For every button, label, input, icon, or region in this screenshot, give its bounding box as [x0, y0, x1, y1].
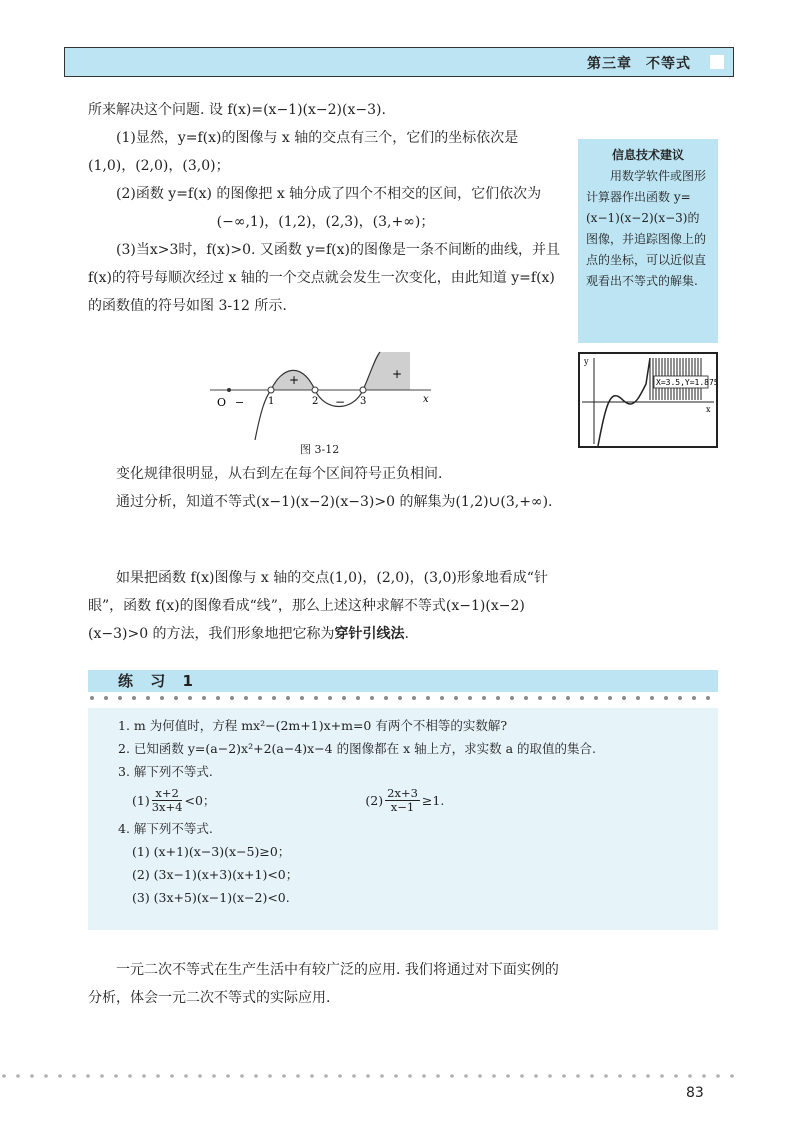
dot: [492, 1074, 496, 1078]
dot: [674, 1074, 678, 1078]
dot: [394, 1074, 398, 1078]
dot: [450, 1074, 454, 1078]
dot: [366, 1074, 370, 1078]
dot: [566, 696, 570, 700]
question-3: 3. 解下列不等式.: [118, 764, 213, 779]
dot: [268, 1074, 272, 1078]
page-number: 83: [686, 1085, 704, 1101]
method-text: 如果把函数 f(x)图像与 x 轴的交点(1,0)，(2,0)，(3,0)形象地看成“针眼”，函数 f(x)的图像看成“线”，那么上述这种求解不等式(x−1)(x−2)(x−3)>0 的方法，我们形象地把它称为: [88, 570, 548, 642]
chapter-name: 不等式: [646, 56, 691, 72]
solution-line: 通过分析，知道不等式(x−1)(x−2)(x−3)>0 的解集为(1,2)∪(3,+∞).: [116, 494, 553, 510]
dot: [128, 1074, 132, 1078]
dot: [174, 696, 178, 700]
dot: [2, 1074, 6, 1078]
dot: [188, 696, 192, 700]
question-2: 2. 已知函数 y=(a−2)x²+2(a−4)x−4 的图像都在 x 轴上方，求实数 a 的取值的集合.: [118, 741, 596, 756]
sign-chart: [205, 350, 435, 440]
q3a-label: (1): [132, 792, 150, 808]
dot: [646, 1074, 650, 1078]
positive-region-2: [363, 352, 410, 390]
q3b-label: (2): [365, 792, 384, 808]
dot: [422, 1074, 426, 1078]
dot: [496, 696, 500, 700]
dot: [212, 1074, 216, 1078]
dot: [356, 696, 360, 700]
origin-point: [227, 388, 231, 392]
dot: [118, 696, 122, 700]
label-1: 1: [268, 396, 275, 407]
root-1: [268, 387, 274, 393]
dot: [426, 696, 430, 700]
dot: [580, 696, 584, 700]
dot: [692, 696, 696, 700]
root-2: [312, 387, 318, 393]
label-3: 3: [360, 396, 367, 407]
intervals: (−∞,1)，(1,2)，(2,3)，(3,+∞)；: [216, 214, 435, 230]
x-label: x: [423, 394, 429, 405]
dot: [464, 1074, 468, 1078]
dot: [632, 1074, 636, 1078]
dot: [342, 696, 346, 700]
calc-y-label: y: [584, 357, 589, 366]
exercise-header: [88, 670, 718, 692]
dot: [664, 696, 668, 700]
exercise-title: 练 习 1: [118, 672, 199, 690]
dot: [622, 696, 626, 700]
label-2: 2: [312, 396, 319, 407]
dot: [202, 696, 206, 700]
dot: [730, 1074, 734, 1078]
dot: [398, 696, 402, 700]
dot: [86, 1074, 90, 1078]
dot: [468, 696, 472, 700]
dot: [104, 696, 108, 700]
item-3: (3)当x>3时，f(x)>0. 又函数 y=f(x)的图像是一条不间断的曲线，并且 f(x)的符号每顺次经过 x 轴的一个交点就会发生一次变化，由此知道 y=f(x)的函数值的符号如图 3-12 所示.: [88, 242, 560, 314]
dot: [702, 1074, 706, 1078]
question-1: 1. m 为何值时，方程 mx²−(2m+1)x+m=0 有两个不相等的实数解?: [118, 718, 508, 733]
plus-1: +: [289, 373, 300, 387]
pattern-line: 变化规律很明显，从右到左在每个区间符号正负相间.: [116, 466, 443, 482]
dot: [300, 696, 304, 700]
q3b-relation: ≥1.: [421, 792, 445, 808]
dot: [604, 1074, 608, 1078]
main-text-method: [88, 564, 563, 648]
dot: [352, 1074, 356, 1078]
chapter-header: [64, 47, 734, 77]
dot: [384, 696, 388, 700]
dot: [576, 1074, 580, 1078]
q3b-denominator: x−1: [390, 799, 415, 814]
q3a-fraction: [152, 787, 183, 814]
dot: [510, 696, 514, 700]
dot: [328, 696, 332, 700]
tech-suggestion-title: 信息技术建议: [611, 148, 684, 162]
dot: [538, 696, 542, 700]
dot: [90, 696, 94, 700]
dot: [636, 696, 640, 700]
dot: [552, 696, 556, 700]
question-4: 4. 解下列不等式.: [118, 821, 213, 836]
question-4c: (3) (3x+5)(x−1)(x−2)<0.: [132, 890, 290, 905]
dot: [100, 1074, 104, 1078]
dot: [324, 1074, 328, 1078]
footer-dots: [0, 1072, 740, 1080]
dot: [688, 1074, 692, 1078]
dot: [408, 1074, 412, 1078]
dot: [16, 1074, 20, 1078]
dot: [478, 1074, 482, 1078]
tech-suggestion-body: 用数学软件或图形计算器作出函数 y=(x−1)(x−2)(x−3)的图像，并追踪图像上的点的坐标，可以近似直观看出不等式的解集.: [586, 169, 707, 288]
dot: [590, 1074, 594, 1078]
dot: [286, 696, 290, 700]
origin-label: O: [217, 396, 227, 409]
dot: [440, 696, 444, 700]
exercise-dots: [88, 694, 718, 702]
dot: [678, 696, 682, 700]
header-square: [710, 55, 724, 69]
figure-3-12: [205, 350, 435, 440]
q3a-numerator: x+2: [152, 787, 183, 801]
closing-text: [88, 956, 563, 1012]
dot: [184, 1074, 188, 1078]
dot: [254, 1074, 258, 1078]
dot: [370, 696, 374, 700]
closing-paragraph: 一元二次不等式在生产生活中有较广泛的应用. 我们将通过对下面实例的分析，体会一元二次不等式的实际应用.: [88, 962, 559, 1006]
dot: [482, 696, 486, 700]
dot: [258, 696, 262, 700]
dot: [58, 1074, 62, 1078]
dot: [240, 1074, 244, 1078]
root-3: [360, 387, 366, 393]
method-term: 穿针引线法: [334, 626, 405, 642]
dot: [650, 696, 654, 700]
dot: [506, 1074, 510, 1078]
calculator-screen: [578, 352, 718, 448]
q3a-denominator: 3x+4: [151, 799, 183, 814]
dot: [30, 1074, 34, 1078]
intro-line: 所来解决这个问题. 设 f(x)=(x−1)(x−2)(x−3).: [88, 102, 386, 118]
dot: [230, 696, 234, 700]
dot: [226, 1074, 230, 1078]
dot: [146, 696, 150, 700]
dot: [594, 696, 598, 700]
exercise-box: [88, 708, 718, 930]
calc-readout: X=3.5,Y=1.875: [656, 378, 716, 387]
dot: [244, 696, 248, 700]
dot: [706, 696, 710, 700]
method-paragraph: [88, 564, 563, 648]
tech-suggestion-box: [578, 139, 718, 343]
dot: [296, 1074, 300, 1078]
dot: [338, 1074, 342, 1078]
q3a-relation: <0；: [184, 792, 216, 808]
q3b-numerator: 2x+3: [387, 785, 418, 800]
dot: [562, 1074, 566, 1078]
minus-1: −: [335, 395, 346, 409]
dot: [282, 1074, 286, 1078]
dot: [412, 696, 416, 700]
question-3-parts: [118, 783, 688, 817]
item-2: (2)函数 y=f(x) 的图像把 x 轴分成了四个不相交的区间，它们依次为: [116, 186, 542, 202]
calculator-graph: [580, 354, 716, 446]
dot: [310, 1074, 314, 1078]
figure-caption: 图 3-12: [300, 443, 340, 456]
dot: [44, 1074, 48, 1078]
dot: [114, 1074, 118, 1078]
q3b-fraction: [385, 787, 420, 814]
dot: [72, 1074, 76, 1078]
dot: [660, 1074, 664, 1078]
dot: [618, 1074, 622, 1078]
dot: [142, 1074, 146, 1078]
dot: [520, 1074, 524, 1078]
chapter-title: [573, 53, 691, 73]
dot: [314, 696, 318, 700]
main-text-analysis: [88, 460, 563, 516]
dot: [272, 696, 276, 700]
main-text-top: [88, 96, 563, 320]
dot: [534, 1074, 538, 1078]
question-4a: (1) (x+1)(x−3)(x−5)≥0；: [132, 844, 291, 859]
dot: [216, 696, 220, 700]
item-1: (1)显然，y=f(x)的图像与 x 轴的交点有三个，它们的坐标依次是 (1,0)，(2,0)，(3,0)；: [88, 130, 519, 174]
dot: [156, 1074, 160, 1078]
dot: [380, 1074, 384, 1078]
chapter-number: 第三章: [587, 56, 632, 72]
method-end: .: [404, 626, 409, 642]
question-4b: (2) (3x−1)(x+3)(x+1)<0；: [132, 867, 299, 882]
dot: [454, 696, 458, 700]
dot: [160, 696, 164, 700]
dot: [716, 1074, 720, 1078]
calc-x-label: x: [706, 405, 711, 414]
dot: [198, 1074, 202, 1078]
dot: [132, 696, 136, 700]
dot: [170, 1074, 174, 1078]
dot: [548, 1074, 552, 1078]
dot: [608, 696, 612, 700]
plus-2: +: [392, 367, 403, 381]
dot: [524, 696, 528, 700]
dot: [436, 1074, 440, 1078]
minus-left: −: [235, 396, 245, 409]
